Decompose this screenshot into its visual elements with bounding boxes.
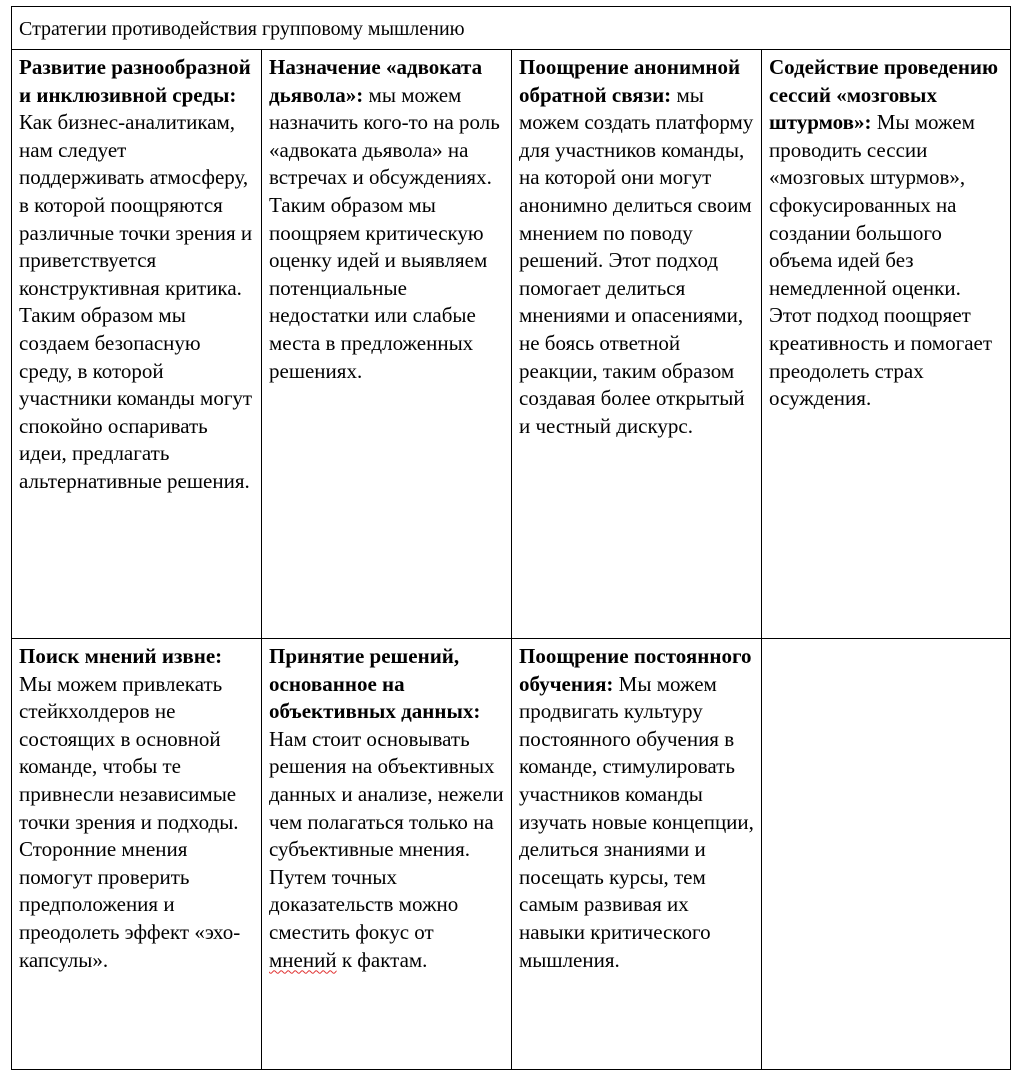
strategy-body-end: к фактам. <box>336 947 428 972</box>
strategy-cell-brainstorming <box>762 50 1011 639</box>
strategy-table <box>11 6 1011 1070</box>
strategy-heading: Поощрение анонимной обратной связи: <box>519 55 741 107</box>
table-title: Стратегии противодействия групповому мышлению <box>19 18 465 40</box>
strategy-body: Мы можем продвигать культуру постоянного обучения в команде, стимулировать участников команды изучать новые концепции, делиться знаниями и посещать курсы, тем самым развивая их навыки критического мышления. <box>519 671 754 972</box>
strategy-cell-devils-advocate <box>262 50 512 639</box>
empty-cell <box>762 639 1011 1070</box>
strategy-heading: Поощрение постоянного обучения: <box>519 644 752 696</box>
strategy-cell-outside-opinions <box>12 639 262 1070</box>
strategy-body: Как бизнес-аналитикам, нам следует поддерживать атмосферу, в которой поощряются различные точки зрения и приветствуется конструктивная критика. Таким образом мы создаем безопасную среду, в которой участники команды могут спокойно оспаривать идеи, предлагать альтернативные решения. <box>19 110 253 493</box>
strategy-heading: Поиск мнений извне: <box>19 644 223 668</box>
table-row <box>12 639 1011 1070</box>
strategy-cell-data-driven-decisions <box>262 639 512 1070</box>
strategy-body: Мы можем проводить сессии «мозговых штурмов», сфокусированных на создании большого объема идей без немедленной оценки. Этот подход поощряет креативность и помогает преодолеть страх осуждения. <box>769 110 993 411</box>
strategy-cell-anonymous-feedback <box>512 50 762 639</box>
strategy-body: мы можем назначить кого-то на роль «адвоката дьявола» на встречах и обсуждениях. Таким образом мы поощряем критическую оценку идей и выявляем потенциальные недостатки или слабые места в предложенных решениях. <box>269 82 500 383</box>
strategy-cell-continuous-learning <box>512 639 762 1070</box>
table-title-cell <box>12 7 1011 50</box>
strategy-body: мы можем создать платформу для участников команды, на которой они могут анонимно делиться своим мнением по поводу решений. Этот подход помогает делиться мнениями и опасениями, не боясь ответной реакции, таким образом создавая более открытый и честный дискурс. <box>519 82 754 438</box>
strategy-body: Мы можем привлекать стейкхолдеров не состоящих в основной команде, чтобы те привнесли независимые точки зрения и подходы. Сторонние мнения помогут проверить предположения и преодолеть эффект «эхо-капсулы». <box>19 671 241 972</box>
strategy-cell-diverse-environment <box>12 50 262 639</box>
spellcheck-flagged-word: мнений <box>269 947 337 972</box>
table-row <box>12 50 1011 639</box>
strategy-heading: Назначение «адвоката дьявола»: <box>269 55 483 107</box>
strategy-body: Нам стоит основывать решения на объективных данных и анализе, нежели чем полагаться только на субъективные мнения. Путем точных доказательств можно сместить фокус от <box>269 726 504 944</box>
strategy-heading: Развитие разнообразной и инклюзивной среды: <box>19 55 251 107</box>
strategy-heading: Принятие решений, основанное на объективных данных: <box>269 644 481 724</box>
strategy-heading: Содействие проведению сессий «мозговых штурмов»: <box>769 55 999 135</box>
